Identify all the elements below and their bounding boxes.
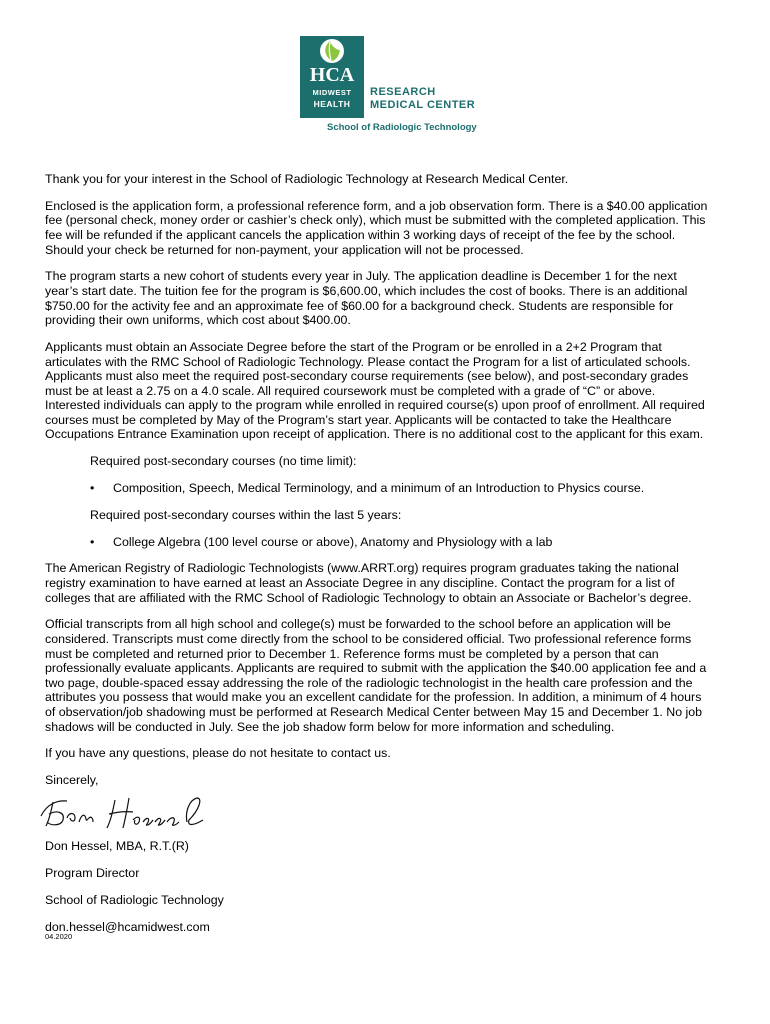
- signer-name: Don Hessel, MBA, R.T.(R): [45, 839, 189, 854]
- signature-image: [37, 792, 217, 832]
- list-item: • Composition, Speech, Medical Terminology, and a minimum of an Introduction to Physics course.: [90, 481, 645, 496]
- logo-emblem: [300, 36, 364, 118]
- bullet-icon: •: [90, 481, 95, 496]
- org-name-line1: RESEARCH: [370, 86, 436, 98]
- bullet-icon: •: [90, 534, 95, 549]
- revision-date: 04.2020: [45, 932, 73, 941]
- logo-health-text: HEALTH: [313, 99, 351, 109]
- logo-hca-text: HCA: [309, 64, 355, 86]
- arrt-paragraph: The American Registry of Radiologic Technologists (www.ARRT.org) requires program graduates taking the national registry examination to have earned at least an Associate Degree in any discipline. Contact the program for a list of colleges that are affiliated with the RMC School of Radiologic Technology to obtain an Associate or Bachelor’s degree.: [45, 561, 692, 605]
- letter-body: [45, 172, 735, 946]
- required-courses-no-limit: [90, 454, 735, 495]
- logo-midwest-text: MIDWEST: [312, 88, 352, 97]
- school-name: School of Radiologic Technology: [327, 122, 477, 133]
- signer-email: don.hessel@hcamidwest.com: [45, 919, 210, 934]
- required-courses-last-5-years: [90, 508, 735, 549]
- application-paragraph: Enclosed is the application form, a professional reference form, and a job observation form. There is a $40.00 application fee (personal check, money order or cashier’s check only), which must be submitted with the completed application. This fee will be refunded if the applicant cancels the application within 3 working days of receipt of the fee by the school. Should your check be returned for non-payment, your application will not be processed.: [45, 198, 708, 257]
- required-courses-title: Required post-secondary courses within the last 5 years:: [90, 507, 402, 522]
- program-fees-paragraph: The program starts a new cohort of students every year in July. The application deadline is December 1 for the next year’s start date. The tuition fee for the program is $6,600.00, which includes the cost of books. There is an additional $750.00 for the activity fee and an approximate fee of $60.00 for a background check. Students are responsible for providing their own uniforms, which cost about $400.00.: [45, 269, 688, 328]
- signer-title: Program Director: [45, 866, 140, 881]
- org-name-line2: MEDICAL CENTER: [370, 99, 476, 111]
- closing: Sincerely,: [45, 773, 99, 788]
- leaf-icon: [318, 38, 346, 64]
- required-courses-title: Required post-secondary courses (no time limit):: [90, 454, 357, 469]
- requirements-paragraph: Applicants must obtain an Associate Degree before the start of the Program or be enrolled in a 2+2 Program that articulates with the RMC School of Radiologic Technology. Please contact the Program for a list of articulated schools. Applicants must also meet the required post-secondary course requirements (see below), and post-secondary grades must be at least a 2.75 on a 4.0 scale. All required coursework must be completed with a grade of “C” or above. Interested individuals can apply to the program while enrolled in required course(s) upon proof of enrollment. All required courses must be completed by May of the Program’s start year. Applicants will be contacted to take the Healthcare Occupations Entrance Examination upon receipt of application. There is no additional cost to the applicant for this exam.: [45, 339, 705, 442]
- intro-paragraph: Thank you for your interest in the School of Radiologic Technology at Research Medical Center.: [45, 172, 569, 186]
- signer-school: School of Radiologic Technology: [45, 892, 224, 907]
- transcripts-paragraph: Official transcripts from all high school and college(s) must be forwarded to the school before an application will be considered. Transcripts must come directly from the school to be considered official. Two professional reference forms must be completed and returned prior to December 1. Reference forms must be completed by a person that can professionally evaluate applicants. Applicants are required to submit with the application the $40.00 application fee and a two page, double-spaced essay addressing the role of the radiologic technologist in the health care profession and the attributes you possess that would make you an excellent candidate for the profession. In addition, a minimum of 4 hours of observation/job shadowing must be performed at Research Medical Center between May 15 and December 1. No job shadows will be conducted in July. See the job shadow form below for more information and scheduling.: [45, 617, 707, 734]
- questions-paragraph: If you have any questions, please do not hesitate to contact us.: [45, 746, 391, 761]
- hca-logo: [300, 36, 480, 136]
- list-item: • College Algebra (100 level course or above), Anatomy and Physiology with a lab: [90, 534, 553, 549]
